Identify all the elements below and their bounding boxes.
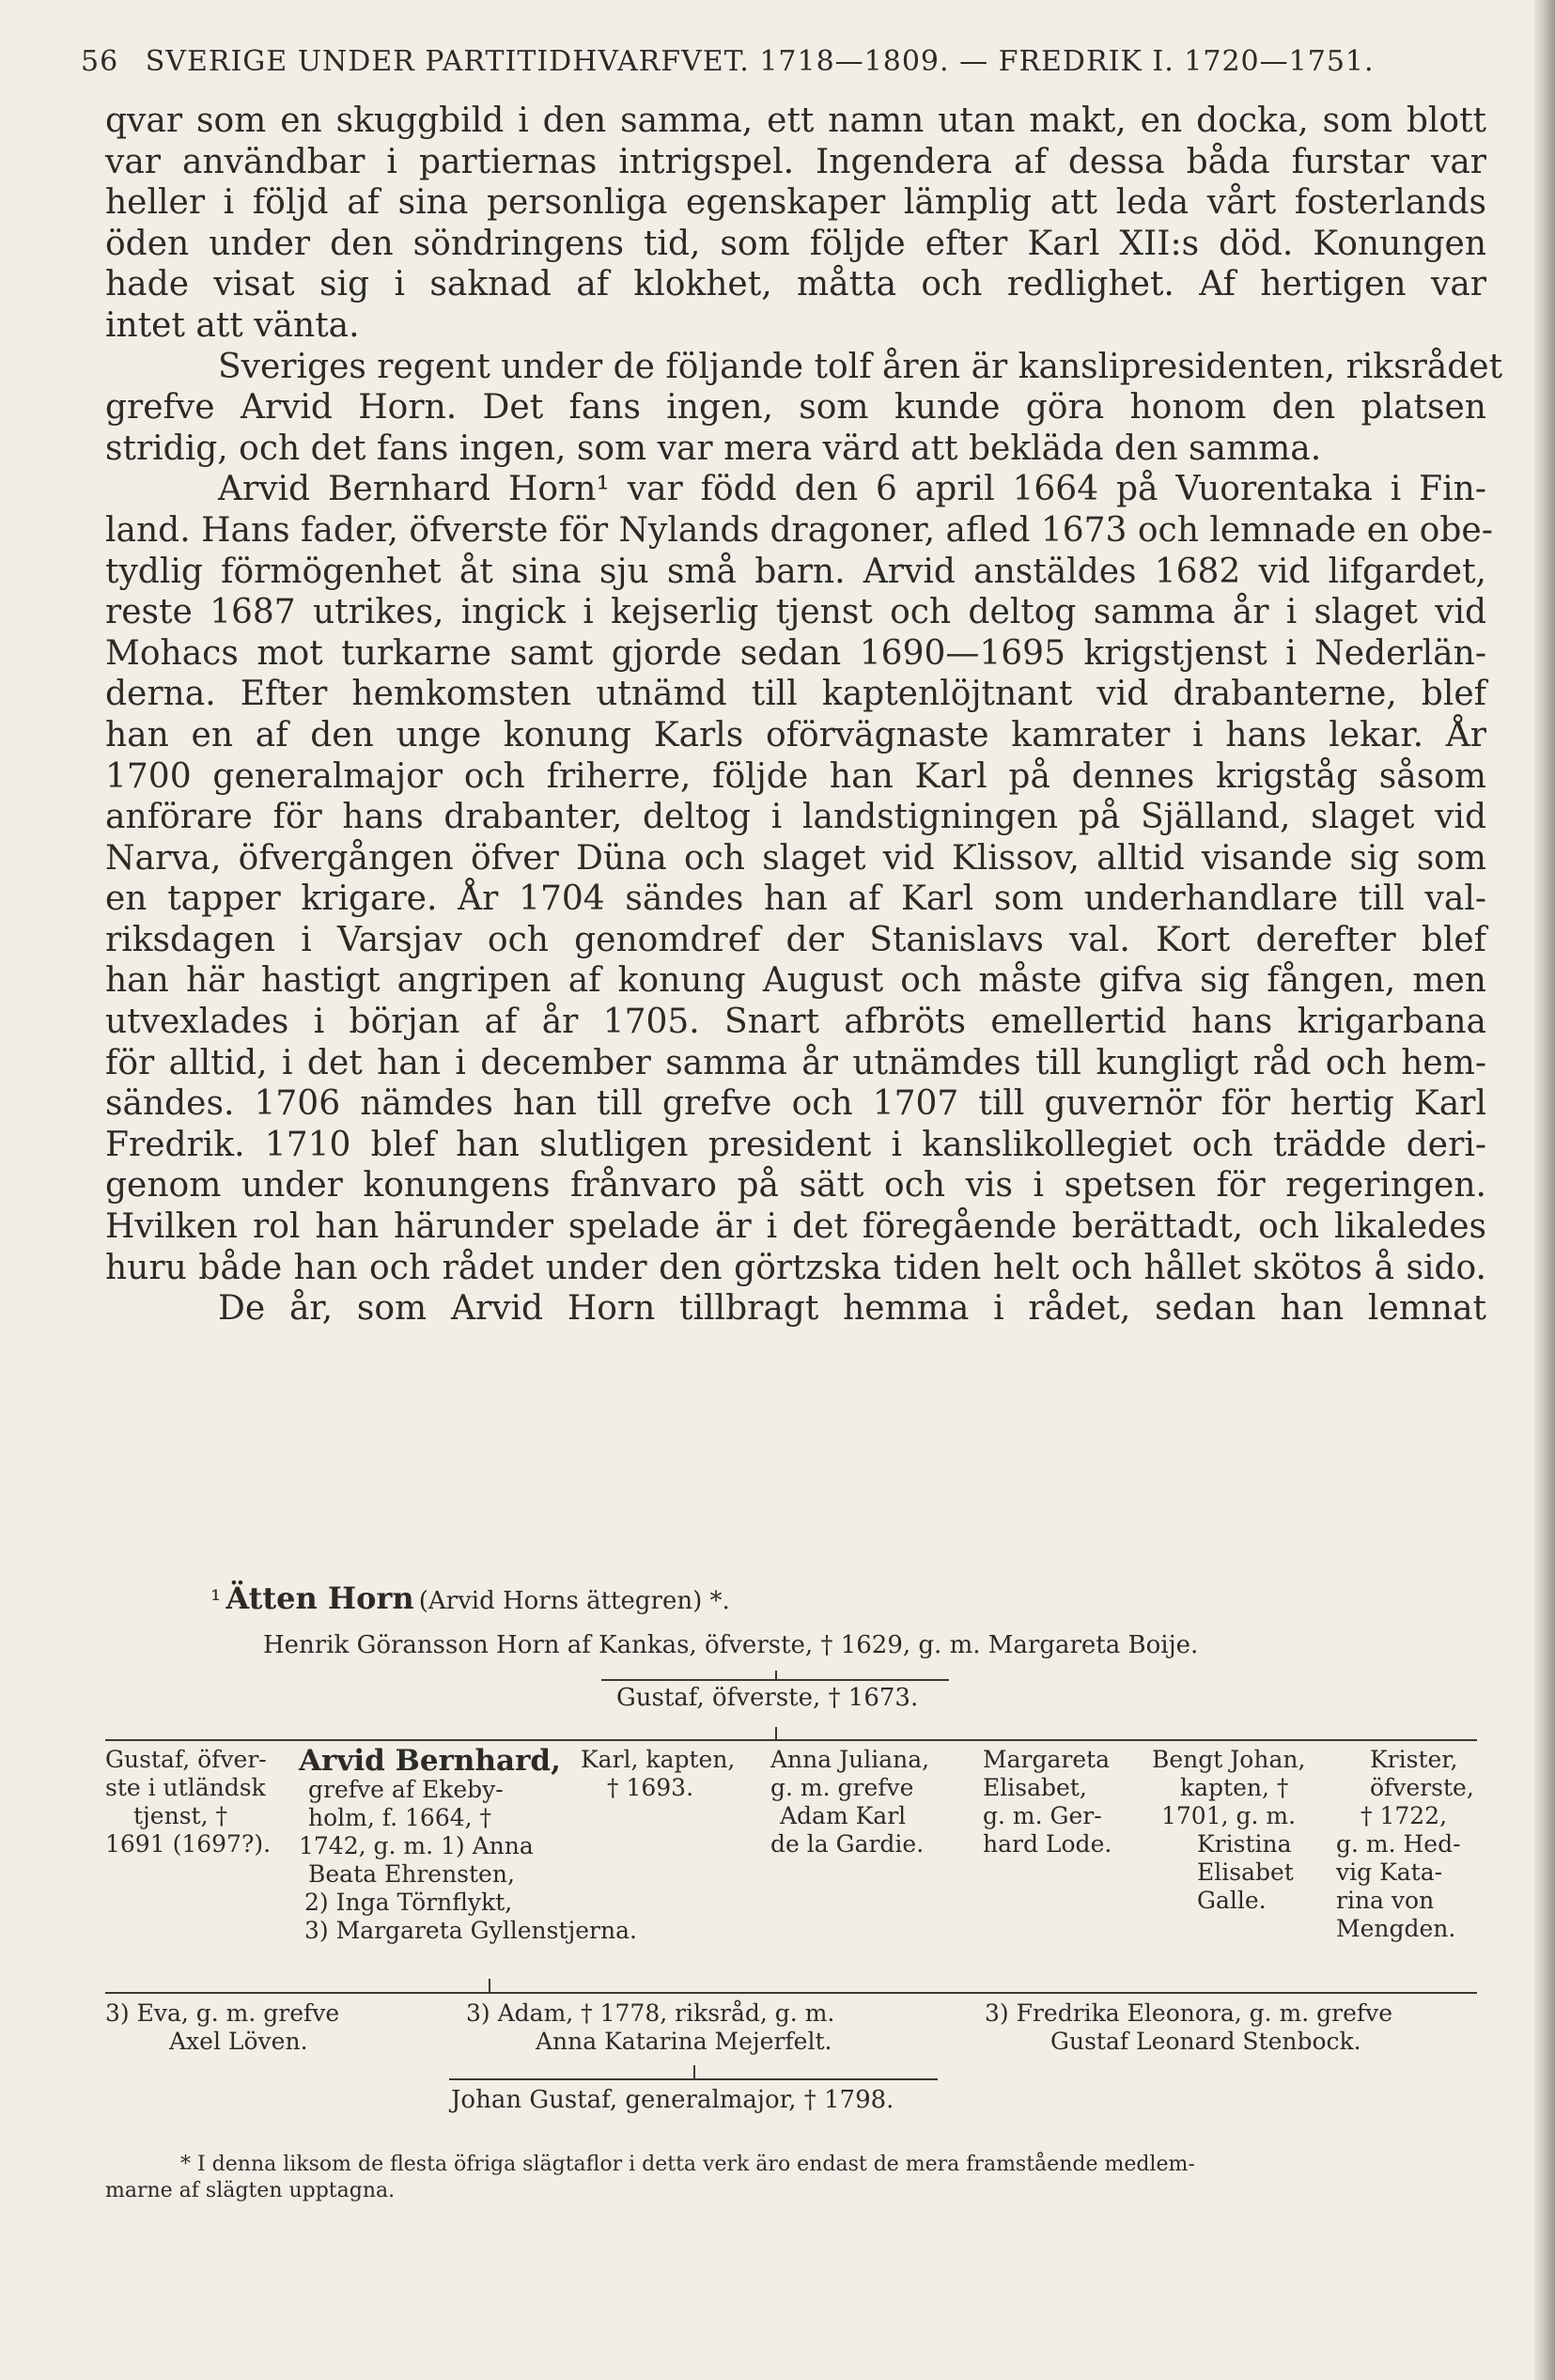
main-text bbox=[105, 101, 1503, 1330]
text-line: han en af den unge konung Karls oförvägnaste kamrater i hans lekar. År bbox=[105, 715, 1486, 754]
member-line: Gustaf Leonard Stenbock. bbox=[1050, 2028, 1361, 2055]
text-line: stridig, och det fans ingen, som var mera värd att bekläda den samma. bbox=[105, 428, 1322, 468]
text-line: anförare för hans drabanter, deltog i landstigningen på Själland, slaget vid bbox=[105, 798, 1486, 837]
text-line: 1700 generalmajor och friherre, följde han Karl på dennes krigståg såsom bbox=[105, 756, 1486, 796]
member-line: tjenst, † bbox=[133, 1802, 227, 1829]
member-line: hard Lode. bbox=[983, 1830, 1112, 1858]
member-line: Gustaf, öfver- bbox=[105, 1746, 267, 1773]
note-line: marne af slägten upptagna. bbox=[105, 2179, 396, 2202]
note-line: * I denna liksom de flesta öfriga slägtaflor i detta verk äro endast de mera framstående medlem- bbox=[180, 2153, 1195, 2176]
member-line: † 1693. bbox=[607, 1774, 694, 1801]
member-line: 3) Margareta Gyllenstjerna. bbox=[304, 1917, 637, 1944]
running-title: SVERIGE UNDER PARTITIDHVARFVET. 1718—1809. — FREDRIK I. 1720—1751. bbox=[145, 45, 1375, 78]
tree-gen2-member bbox=[1152, 1746, 1305, 1915]
member-line: g. m. Hed- bbox=[1336, 1830, 1461, 1858]
member-line: g. m. Ger- bbox=[983, 1802, 1102, 1829]
tree-connector bbox=[105, 1992, 1477, 1994]
text-line: öden under den söndringens tid, som följde efter Karl XII:s död. Konungen bbox=[105, 224, 1486, 263]
text-line: Sveriges regent under de följande tolf åren är kanslipresidenten, riksrådet bbox=[218, 347, 1503, 386]
text-line: riksdagen i Varsjav och genomdref der Stanislavs val. Kort derefter blef bbox=[105, 920, 1486, 959]
text-line: land. Hans fader, öfverste för Nylands dragoner, afled 1673 och lemnade en obe- bbox=[105, 510, 1493, 550]
member-line: Krister, bbox=[1370, 1746, 1458, 1773]
member-line: Anna Juliana, bbox=[770, 1746, 930, 1773]
member-line: 2) Inga Törnflykt, bbox=[304, 1889, 513, 1916]
member-line: 1742, g. m. 1) Anna bbox=[299, 1832, 534, 1859]
text-line: en tapper krigare. År 1704 sändes han af Karl som underhandlare till val- bbox=[105, 879, 1486, 919]
member-line: Kristina bbox=[1197, 1830, 1292, 1858]
member-line: ste i utländsk bbox=[105, 1774, 266, 1801]
member-line: Margareta bbox=[983, 1746, 1111, 1773]
tree-gen4: Johan Gustaf, generalmajor, † 1798. bbox=[451, 2086, 894, 2114]
text-line: Mohacs mot turkarne samt gjorde sedan 1690—1695 krigstjenst i Nederlän- bbox=[105, 633, 1486, 673]
tree-gen1: Gustaf, öfverste, † 1673. bbox=[616, 1684, 919, 1712]
footnote-title-note: (Arvid Horns ättegren) *. bbox=[418, 1587, 730, 1615]
member-line: Elisabet, bbox=[983, 1774, 1087, 1801]
tree-gen2-member bbox=[983, 1746, 1112, 1859]
member-line: kapten, † bbox=[1180, 1774, 1289, 1801]
footnote-note bbox=[105, 2152, 1477, 2204]
text-line: för alltid, i det han i december samma år utnämdes till kungligt råd och hem- bbox=[105, 1043, 1486, 1082]
tree-root: Henrik Göransson Horn af Kankas, öfverste, † 1629, g. m. Margareta Boije. bbox=[263, 1631, 1199, 1659]
member-line: 1691 (1697?). bbox=[105, 1830, 272, 1858]
member-line: Beata Ehrensten, bbox=[308, 1860, 515, 1888]
member-line: grefve af Ekeby- bbox=[308, 1776, 504, 1803]
text-line: heller i följd af sina personliga egenskaper lämplig att leda vårt fosterlands bbox=[105, 183, 1486, 223]
tree-connector bbox=[693, 2065, 695, 2078]
member-line: öfverste, bbox=[1370, 1774, 1474, 1801]
member-line: 3) Fredrika Eleonora, g. m. grefve bbox=[985, 1999, 1393, 2027]
member-line: holm, f. 1664, † bbox=[308, 1804, 492, 1831]
footnote-marker: ¹ bbox=[210, 1584, 222, 1615]
text-line: tydlig förmögenhet åt sina sju små barn. Arvid anstäldes 1682 vid lifgardet, bbox=[105, 552, 1486, 591]
tree-connector bbox=[775, 1727, 777, 1740]
running-header bbox=[81, 45, 1528, 86]
text-line: sändes. 1706 nämdes han till grefve och 1707 till guvernör för hertig Karl bbox=[105, 1084, 1486, 1124]
member-line: Axel Löven. bbox=[169, 2028, 308, 2055]
text-line: utvexlades i början af år 1705. Snart afbröts emellertid hans krigarbana bbox=[105, 1003, 1486, 1042]
member-line: 1701, g. m. bbox=[1161, 1802, 1297, 1829]
text-line: var användbar i partiernas intrigspel. Ingendera af dessa båda furstar var bbox=[105, 142, 1486, 181]
text-line: intet att vänta. bbox=[105, 305, 360, 345]
member-line: vig Kata- bbox=[1336, 1859, 1443, 1886]
text-line: derna. Efter hemkomsten utnämd till kaptenlöjtnant vid drabanterne, blef bbox=[105, 675, 1486, 714]
text-line: qvar som en skuggbild i den samma, ett namn utan makt, en docka, som blott bbox=[105, 101, 1486, 140]
tree-connector bbox=[105, 1739, 1477, 1741]
tree-gen3-member bbox=[985, 1999, 1392, 2056]
tree-gen2-member bbox=[1325, 1746, 1474, 1943]
tree-gen2-member bbox=[770, 1746, 929, 1859]
member-line: 3) Eva, g. m. grefve bbox=[105, 1999, 340, 2027]
text-line: genom under konungens frånvaro på sätt och vis i spetsen för regeringen. bbox=[105, 1166, 1486, 1206]
member-line: Arvid Bernhard, bbox=[299, 1744, 561, 1778]
member-line: Karl, kapten, bbox=[581, 1746, 736, 1773]
footnote-heading bbox=[210, 1580, 730, 1616]
member-line: Anna Katarina Mejerfelt. bbox=[536, 2028, 832, 2055]
member-line: 3) Adam, † 1778, riksråd, g. m. bbox=[466, 1999, 835, 2027]
member-line: rina von bbox=[1336, 1887, 1435, 1914]
text-line: Arvid Bernhard Horn¹ var född den 6 april 1664 på Vuorentaka i Fin- bbox=[218, 470, 1486, 509]
text-line: Hvilken rol han härunder spelade är i det föregående berättadt, och likaledes bbox=[105, 1207, 1486, 1247]
tree-connector bbox=[775, 1671, 777, 1680]
text-line: grefve Arvid Horn. Det fans ingen, som kunde göra honom den platsen bbox=[105, 388, 1486, 428]
text-line: huru både han och rådet under den görtzska tiden helt och hållet skötos å sido. bbox=[105, 1248, 1486, 1287]
tree-gen2-member bbox=[105, 1746, 271, 1859]
tree-gen3-member bbox=[105, 1999, 339, 2056]
tree-connector bbox=[489, 1979, 490, 1992]
page-edge bbox=[1534, 0, 1555, 2380]
member-line: Adam Karl bbox=[780, 1802, 907, 1829]
text-line: reste 1687 utrikes, ingick i kejserlig tjenst och deltog samma år i slaget vid bbox=[105, 593, 1486, 632]
tree-connector bbox=[449, 2078, 938, 2080]
text-line: Narva, öfvergången öfver Düna och slaget vid Klissov, alltid visande sig som bbox=[105, 838, 1486, 878]
member-line: de la Gardie. bbox=[770, 1830, 925, 1858]
member-line: Bengt Johan, bbox=[1152, 1746, 1306, 1773]
member-line: † 1722, bbox=[1361, 1802, 1448, 1829]
member-line: Mengden. bbox=[1336, 1915, 1456, 1942]
member-line: Elisabet bbox=[1197, 1859, 1294, 1886]
page-number: 56 bbox=[81, 45, 119, 78]
member-line: g. m. grefve bbox=[770, 1774, 914, 1801]
text-line: Fredrik. 1710 blef han slutligen president i kanslikollegiet och trädde deri- bbox=[105, 1125, 1486, 1164]
tree-gen2-member bbox=[581, 1746, 735, 1802]
tree-gen3-member bbox=[466, 1999, 834, 2056]
text-line: han här hastigt angripen af konung August och måste gifva sig fången, men bbox=[105, 961, 1486, 1001]
member-line: Galle. bbox=[1197, 1887, 1267, 1914]
text-line: hade visat sig i saknad af klokhet, måtta och redlighet. Af hertigen var bbox=[105, 265, 1486, 304]
text-line: De år, som Arvid Horn tillbragt hemma i rådet, sedan han lemnat bbox=[218, 1289, 1486, 1329]
footnote-title: Ätten Horn bbox=[225, 1580, 414, 1616]
